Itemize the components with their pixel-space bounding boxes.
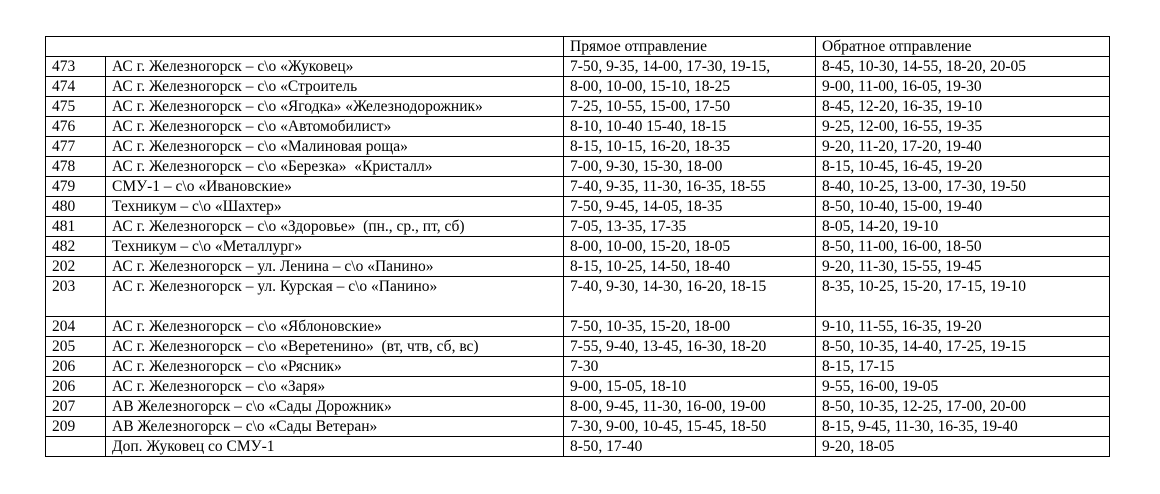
table-row [46,357,1110,377]
table-row [46,57,1110,77]
direct-departure-cell: 8-00, 10-00, 15-20, 18-05 [564,237,816,257]
return-departure-cell: 8-50, 10-40, 15-00, 19-40 [816,197,1110,217]
route-name-cell: АС г. Железногорск – с\о «Малиновая роща» [106,137,564,157]
direct-departure-cell: 7-50, 9-45, 14-05, 18-35 [564,197,816,217]
route-number-cell: 475 [46,97,106,117]
route-name-cell: АС г. Железногорск – с\о «Яблоновские» [106,317,564,337]
route-name-cell: АС г. Железногорск – с\о «Ягодка» «Железнодорожник» [106,97,564,117]
return-departure-cell: 9-25, 12-00, 16-55, 19-35 [816,117,1110,137]
route-name-cell: Техникум – с\о «Металлург» [106,237,564,257]
table-row [46,277,1110,317]
route-number-cell: 482 [46,237,106,257]
header-direct-departure: Прямое отправление [564,37,816,57]
direct-departure-cell: 8-15, 10-25, 14-50, 18-40 [564,257,816,277]
route-number-cell: 476 [46,117,106,137]
route-name-cell: АС г. Железногорск – с\о «Жуковец» [106,57,564,77]
direct-departure-cell: 9-00, 15-05, 18-10 [564,377,816,397]
table-row [46,137,1110,157]
route-name-cell: СМУ-1 – с\о «Ивановские» [106,177,564,197]
route-number-cell: 481 [46,217,106,237]
table-row [46,397,1110,417]
route-name-cell: Техникум – с\о «Шахтер» [106,197,564,217]
route-number-cell: 206 [46,377,106,397]
direct-departure-cell: 7-50, 9-35, 14-00, 17-30, 19-15, [564,57,816,77]
table-row [46,377,1110,397]
route-name-cell: АС г. Железногорск – с\о «Рясник» [106,357,564,377]
return-departure-cell: 8-45, 10-30, 14-55, 18-20, 20-05 [816,57,1110,77]
route-number-cell: 209 [46,417,106,437]
table-row [46,217,1110,237]
route-number-cell: 205 [46,337,106,357]
route-number-cell: 473 [46,57,106,77]
return-departure-cell: 8-15, 17-15 [816,357,1110,377]
header-row [46,37,1110,57]
return-departure-cell: 9-55, 16-00, 19-05 [816,377,1110,397]
route-name-cell: АВ Железногорск – с\о «Сады Дорожник» [106,397,564,417]
route-name-cell: АС г. Железногорск – с\о «Строитель [106,77,564,97]
return-departure-cell: 8-15, 9-45, 11-30, 16-35, 19-40 [816,417,1110,437]
direct-departure-cell: 8-00, 9-45, 11-30, 16-00, 19-00 [564,397,816,417]
table-row [46,337,1110,357]
route-name-cell: АС г. Железногорск – с\о «Здоровье» (пн., ср., пт, сб) [106,217,564,237]
direct-departure-cell: 7-00, 9-30, 15-30, 18-00 [564,157,816,177]
return-departure-cell: 8-45, 12-20, 16-35, 19-10 [816,97,1110,117]
route-name-cell: АС г. Железногорск – ул. Курская – с\о «Панино» [106,277,564,317]
direct-departure-cell: 8-10, 10-40 15-40, 18-15 [564,117,816,137]
direct-departure-cell: 7-40, 9-30, 14-30, 16-20, 18-15 [564,277,816,317]
return-departure-cell: 8-05, 14-20, 19-10 [816,217,1110,237]
schedule-table [45,36,1110,457]
route-number-cell: 202 [46,257,106,277]
table-row [46,317,1110,337]
route-number-cell: 207 [46,397,106,417]
table-row [46,157,1110,177]
route-number-cell: 203 [46,277,106,317]
direct-departure-cell: 8-50, 17-40 [564,437,816,457]
direct-departure-cell: 7-55, 9-40, 13-45, 16-30, 18-20 [564,337,816,357]
route-number-cell [46,437,106,457]
route-number-cell: 206 [46,357,106,377]
direct-departure-cell: 8-00, 10-00, 15-10, 18-25 [564,77,816,97]
route-number-cell: 204 [46,317,106,337]
route-number-cell: 479 [46,177,106,197]
direct-departure-cell: 7-50, 10-35, 15-20, 18-00 [564,317,816,337]
table-row [46,257,1110,277]
route-name-cell: АС г. Железногорск – ул. Ленина – с\о «Панино» [106,257,564,277]
route-number-cell: 474 [46,77,106,97]
table-row [46,117,1110,137]
direct-departure-cell: 7-25, 10-55, 15-00, 17-50 [564,97,816,117]
route-name-cell: АВ Железногорск – с\о «Сады Ветеран» [106,417,564,437]
direct-departure-cell: 7-30 [564,357,816,377]
table-row [46,237,1110,257]
route-number-cell: 478 [46,157,106,177]
route-name-cell: АС г. Железногорск – с\о «Заря» [106,377,564,397]
return-departure-cell: 8-15, 10-45, 16-45, 19-20 [816,157,1110,177]
direct-departure-cell: 7-05, 13-35, 17-35 [564,217,816,237]
return-departure-cell: 8-40, 10-25, 13-00, 17-30, 19-50 [816,177,1110,197]
table-row [46,197,1110,217]
return-departure-cell: 8-50, 10-35, 12-25, 17-00, 20-00 [816,397,1110,417]
header-return-departure: Обратное отправление [816,37,1110,57]
return-departure-cell: 9-20, 11-20, 17-20, 19-40 [816,137,1110,157]
route-name-cell: АС г. Железногорск – с\о «Березка» «Кристалл» [106,157,564,177]
return-departure-cell: 8-35, 10-25, 15-20, 17-15, 19-10 [816,277,1110,317]
return-departure-cell: 9-20, 11-30, 15-55, 19-45 [816,257,1110,277]
return-departure-cell: 9-00, 11-00, 16-05, 19-30 [816,77,1110,97]
return-departure-cell: 8-50, 10-35, 14-40, 17-25, 19-15 [816,337,1110,357]
route-number-cell: 477 [46,137,106,157]
table-row [46,77,1110,97]
table-row [46,177,1110,197]
route-name-cell: АС г. Железногорск – с\о «Автомобилист» [106,117,564,137]
table-row [46,97,1110,117]
schedule-table-body [46,57,1110,457]
direct-departure-cell: 7-30, 9-00, 10-45, 15-45, 18-50 [564,417,816,437]
return-departure-cell: 9-10, 11-55, 16-35, 19-20 [816,317,1110,337]
route-number-cell: 480 [46,197,106,217]
table-row [46,437,1110,457]
direct-departure-cell: 7-40, 9-35, 11-30, 16-35, 18-55 [564,177,816,197]
direct-departure-cell: 8-15, 10-15, 16-20, 18-35 [564,137,816,157]
table-row [46,417,1110,437]
header-empty-cell [46,37,564,57]
return-departure-cell: 8-50, 11-00, 16-00, 18-50 [816,237,1110,257]
route-name-cell: Доп. Жуковец со СМУ-1 [106,437,564,457]
route-name-cell: АС г. Железногорск – с\о «Веретенино» (вт, чтв, сб, вс) [106,337,564,357]
return-departure-cell: 9-20, 18-05 [816,437,1110,457]
